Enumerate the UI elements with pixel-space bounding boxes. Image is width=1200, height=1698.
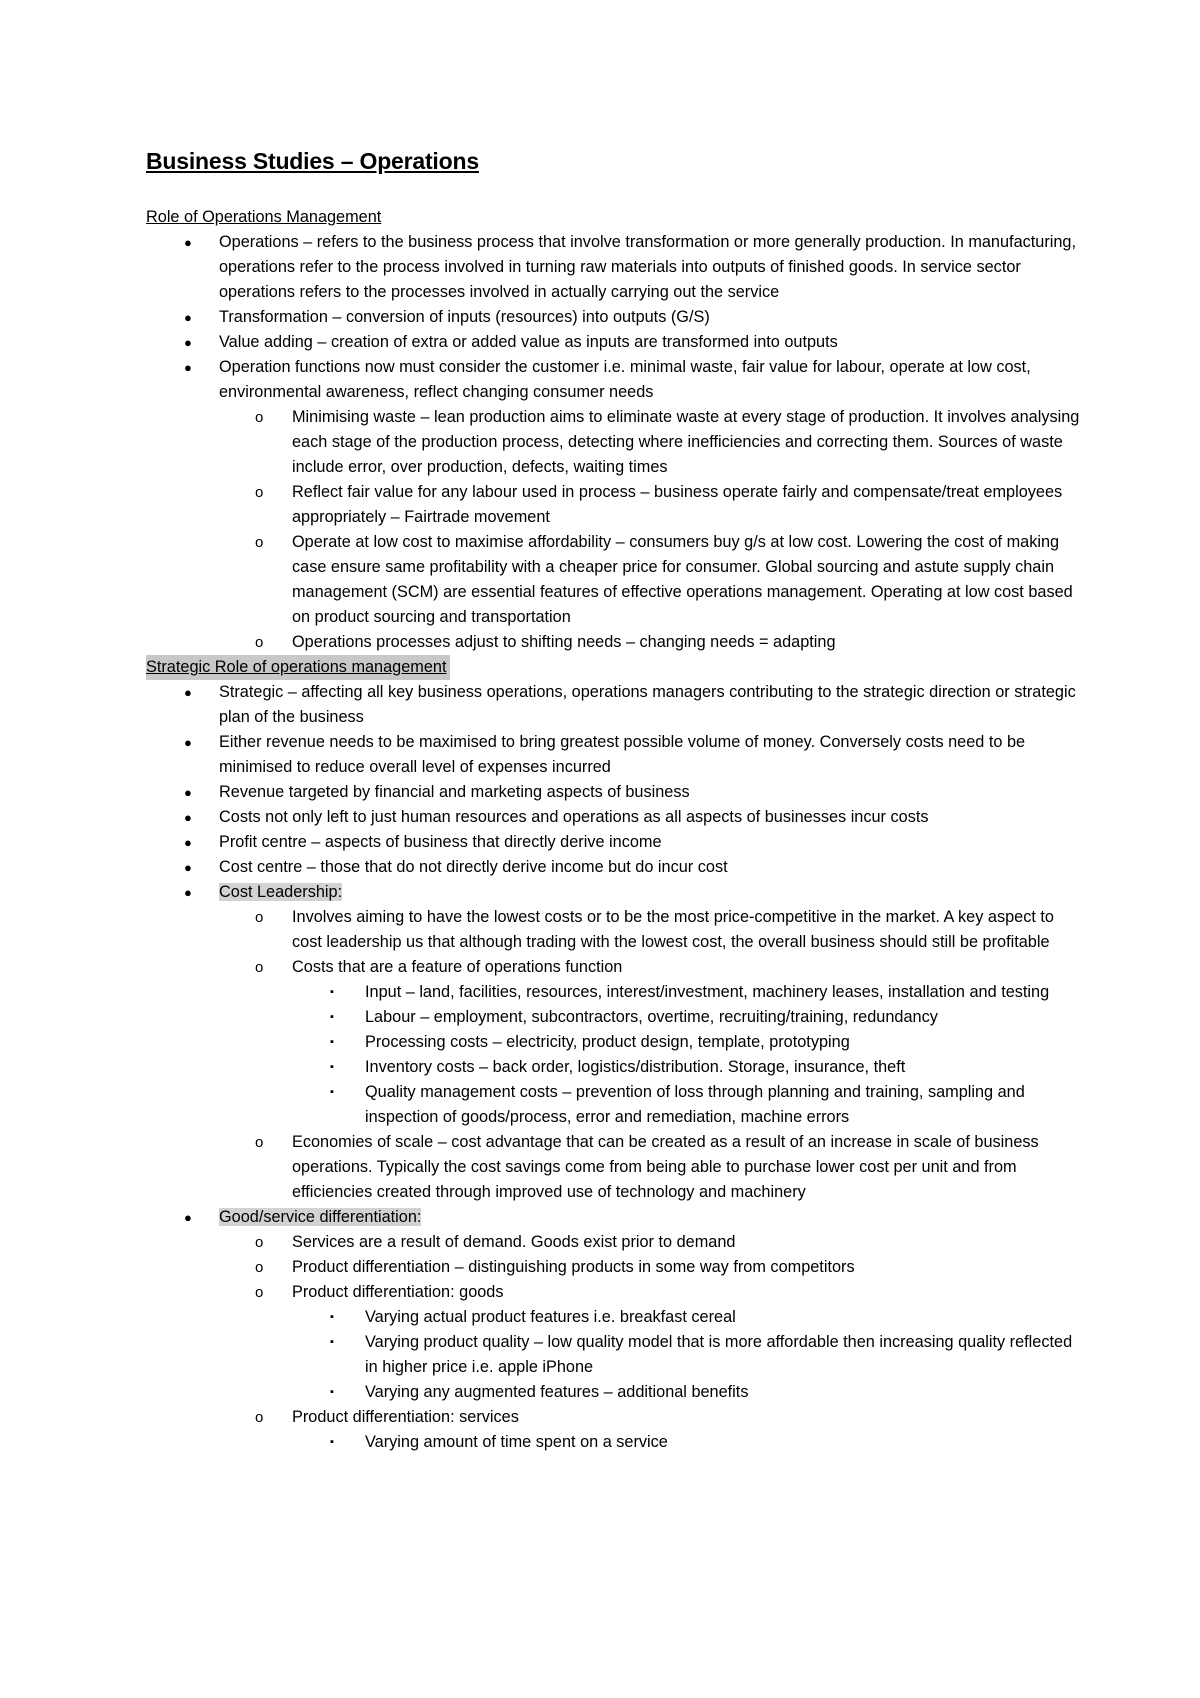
list-item-text: Operation functions now must consider the customer i.e. minimal waste, fair value for labour, operate at low cost, environmental awareness, reflect changing consumer needs (219, 358, 1031, 401)
list-item-text: Operate at low cost to maximise affordability – consumers buy g/s at low cost. Lowering the cost of making case ensure same profitability with a cheaper price for consumer. Global sourcing and astute supply chain management (SCM) are essential features of effective operations management. Operating at low cost based on product sourcing and transportation (292, 533, 1073, 626)
bullet-circle-icon: o (255, 1234, 264, 1251)
document-body (146, 205, 1086, 1455)
list-item (146, 955, 1086, 980)
bullet-dot-icon: ● (184, 335, 192, 350)
list-item-text: Costs not only left to just human resources and operations as all aspects of businesses incur costs (219, 808, 929, 826)
list-item-text: Inventory costs – back order, logistics/distribution. Storage, insurance, theft (365, 1058, 906, 1076)
list-item (146, 230, 1086, 305)
bullet-circle-icon: o (255, 409, 264, 426)
bullet-dot-icon: ● (184, 360, 192, 375)
bullet-circle-icon: o (255, 909, 264, 926)
list-item (146, 1305, 1086, 1330)
list-item-text: Economies of scale – cost advantage that can be created as a result of an increase in scale of business operations. Typically the cost savings come from being able to purchase lower cost per unit and from efficiencies created through improved use of technology and machinery (292, 1133, 1039, 1201)
list-item-text: Value adding – creation of extra or added value as inputs are transformed into outputs (219, 333, 838, 351)
list-item (146, 880, 1086, 905)
bullet-dot-icon: ● (184, 735, 192, 750)
list-item-text: Either revenue needs to be maximised to bring greatest possible volume of money. Conversely costs need to be minimised to reduce overall level of expenses incurred (219, 733, 1026, 776)
list-item (146, 1380, 1086, 1405)
bullet-dot-icon: ● (184, 860, 192, 875)
list-item (146, 330, 1086, 355)
list-item-text: Cost Leadership: (219, 883, 343, 901)
list-item-text: Processing costs – electricity, product design, template, prototyping (365, 1033, 850, 1051)
list-item (146, 730, 1086, 780)
bullet-dot-icon: ● (184, 885, 192, 900)
list-item-text: Minimising waste – lean production aims to eliminate waste at every stage of production. It involves analysing each stage of the production process, detecting where inefficiencies and correcting them. Sources of waste include error, over production, defects, waiting times (292, 408, 1080, 476)
list-item-text: Cost centre – those that do not directly derive income but do incur cost (219, 858, 728, 876)
list-item (146, 780, 1086, 805)
list-item-text: Operations – refers to the business process that involve transformation or more generally production. In manufacturing, operations refer to the process involved in turning raw materials into outputs of finished goods. In service sector operations refers to the processes involved in actually carrying out the service (219, 233, 1077, 301)
list-item (146, 905, 1086, 955)
bullet-circle-icon: o (255, 1409, 264, 1426)
bullet-square-icon: ▪ (330, 1036, 334, 1048)
list-item (146, 405, 1086, 480)
bullet-square-icon: ▪ (330, 1436, 334, 1448)
list-item (146, 680, 1086, 730)
list-item (146, 1080, 1086, 1130)
list-item (146, 305, 1086, 330)
list-item (146, 1255, 1086, 1280)
list-item (146, 530, 1086, 630)
list-item-text: Reflect fair value for any labour used in process – business operate fairly and compensate/treat employees appropriately – Fairtrade movement (292, 483, 1063, 526)
bullet-dot-icon: ● (184, 835, 192, 850)
bullet-circle-icon: o (255, 1259, 264, 1276)
document-title: Business Studies – Operations (146, 148, 479, 174)
list-item-text: Product differentiation – distinguishing products in some way from competitors (292, 1258, 855, 1276)
bullet-square-icon: ▪ (330, 1086, 334, 1098)
list-item-text: Good/service differentiation: (219, 1208, 422, 1226)
bullet-circle-icon: o (255, 1284, 264, 1301)
bullet-circle-icon: o (255, 484, 264, 501)
list-item (146, 980, 1086, 1005)
list-item-text: Involves aiming to have the lowest costs or to be the most price-competitive in the market. A key aspect to cost leadership us that although trading with the lowest cost, the overall business should still be profitable (292, 908, 1054, 951)
section-heading: Strategic Role of operations management (146, 655, 450, 680)
list-item-text: Costs that are a feature of operations function (292, 958, 623, 976)
list-item-text: Operations processes adjust to shifting needs – changing needs = adapting (292, 633, 836, 651)
list-item-text: Varying any augmented features – additional benefits (365, 1383, 749, 1401)
list-item-text: Services are a result of demand. Goods exist prior to demand (292, 1233, 736, 1251)
list-item-text: Labour – employment, subcontractors, overtime, recruiting/training, redundancy (365, 1008, 938, 1026)
list-item (146, 1430, 1086, 1455)
list-item (146, 355, 1086, 405)
list-item (146, 1005, 1086, 1030)
list-item (146, 830, 1086, 855)
list-item-text: Product differentiation: goods (292, 1283, 504, 1301)
list-item (146, 1280, 1086, 1305)
list-item (146, 1230, 1086, 1255)
bullet-dot-icon: ● (184, 685, 192, 700)
list-item-text: Varying amount of time spent on a service (365, 1433, 668, 1451)
list-item (146, 1330, 1086, 1380)
bullet-circle-icon: o (255, 634, 264, 651)
bullet-square-icon: ▪ (330, 986, 334, 998)
bullet-circle-icon: o (255, 1134, 264, 1151)
bullet-square-icon: ▪ (330, 1386, 334, 1398)
bullet-square-icon: ▪ (330, 1336, 334, 1348)
bullet-dot-icon: ● (184, 310, 192, 325)
bullet-square-icon: ▪ (330, 1061, 334, 1073)
bullet-square-icon: ▪ (330, 1011, 334, 1023)
list-item-text: Quality management costs – prevention of loss through planning and training, sampling and inspection of goods/process, error and remediation, machine errors (365, 1083, 1025, 1126)
list-item (146, 1205, 1086, 1230)
list-item (146, 1030, 1086, 1055)
list-item (146, 1055, 1086, 1080)
list-item-text: Strategic – affecting all key business operations, operations managers contributing to the strategic direction or strategic plan of the business (219, 683, 1076, 726)
bullet-square-icon: ▪ (330, 1311, 334, 1323)
list-item-text: Product differentiation: services (292, 1408, 519, 1426)
list-item-text: Profit centre – aspects of business that directly derive income (219, 833, 662, 851)
bullet-circle-icon: o (255, 959, 264, 976)
list-item-text: Varying actual product features i.e. breakfast cereal (365, 1308, 736, 1326)
bullet-list (146, 230, 1086, 655)
list-item-text: Revenue targeted by financial and marketing aspects of business (219, 783, 690, 801)
list-item (146, 855, 1086, 880)
list-item (146, 480, 1086, 530)
bullet-list (146, 680, 1086, 1455)
bullet-dot-icon: ● (184, 1210, 192, 1225)
list-item-text: Transformation – conversion of inputs (resources) into outputs (G/S) (219, 308, 710, 326)
list-item (146, 805, 1086, 830)
bullet-dot-icon: ● (184, 235, 192, 250)
bullet-circle-icon: o (255, 534, 264, 551)
list-item-text: Varying product quality – low quality model that is more affordable then increasing quality reflected in higher price i.e. apple iPhone (365, 1333, 1073, 1376)
bullet-dot-icon: ● (184, 810, 192, 825)
list-item (146, 1405, 1086, 1430)
list-item (146, 1130, 1086, 1205)
list-item (146, 630, 1086, 655)
list-item-text: Input – land, facilities, resources, interest/investment, machinery leases, installation and testing (365, 983, 1050, 1001)
bullet-dot-icon: ● (184, 785, 192, 800)
section-heading: Role of Operations Management (146, 208, 382, 226)
